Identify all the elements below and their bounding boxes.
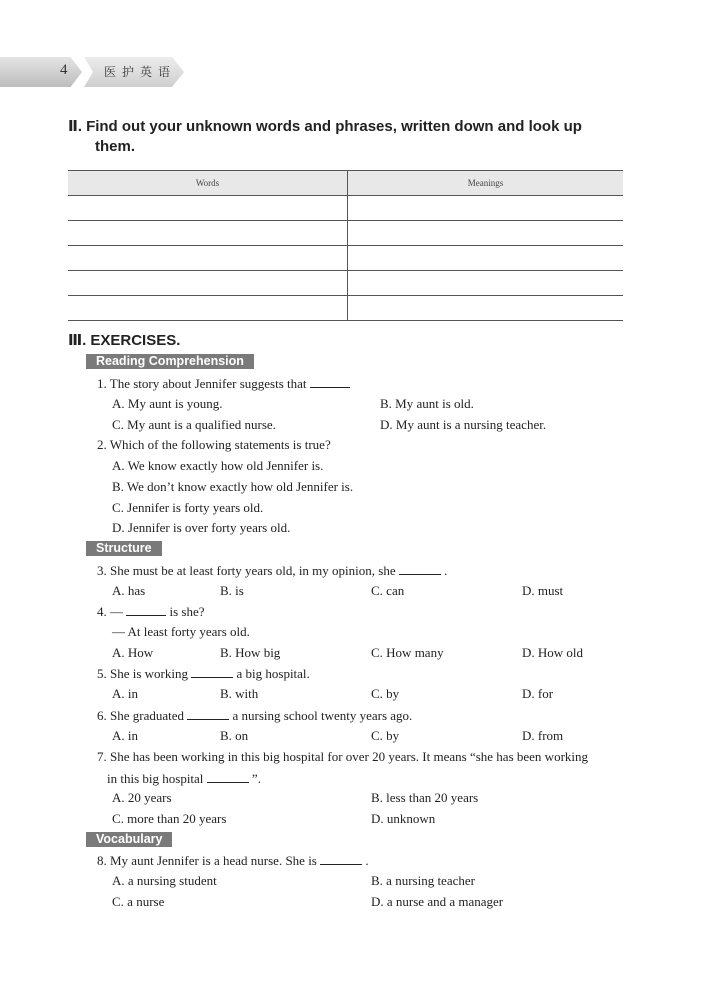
option[interactable]: A. My aunt is young. (112, 396, 223, 411)
question-1-text: 1. The story about Jennifer suggests that (97, 376, 307, 391)
meaning-cell[interactable] (348, 296, 624, 321)
section2-title (68, 117, 582, 135)
option[interactable]: D. must (522, 583, 564, 598)
question-3-end: . (444, 563, 448, 578)
word-cell[interactable] (68, 221, 348, 246)
header-tab-left (0, 57, 82, 87)
option[interactable]: A. 20 years (112, 790, 172, 805)
question-3 (97, 562, 447, 579)
table-row (68, 296, 623, 321)
answer-blank[interactable] (320, 852, 362, 865)
meanings-header: Meanings (348, 171, 624, 196)
option[interactable]: C. by (371, 686, 400, 701)
option[interactable]: D. How old (522, 645, 584, 660)
option[interactable]: C. How many (371, 645, 444, 660)
option[interactable]: C. can (371, 583, 405, 598)
words-meanings-table (68, 170, 623, 321)
option[interactable]: C. Jennifer is forty years old. (112, 500, 264, 515)
table-row (68, 246, 623, 271)
table-header-row (68, 171, 623, 196)
reading-comprehension-tag: Reading Comprehension (86, 354, 254, 369)
question-7-line2 (107, 770, 261, 787)
question-7-line2-text: in this big hospital (107, 771, 204, 786)
section3-title (68, 331, 180, 349)
question-7-end: ”. (251, 771, 261, 786)
question-8-text: 8. My aunt Jennifer is a head nurse. She is (97, 853, 317, 868)
section3-numeral: Ⅲ. (68, 332, 87, 349)
answer-blank[interactable] (187, 707, 229, 720)
section2-title-line2: them. (95, 138, 136, 155)
option[interactable]: A. We know exactly how old Jennifer is. (112, 458, 324, 473)
option[interactable]: C. My aunt is a qualified nurse. (112, 417, 276, 432)
word-cell[interactable] (68, 246, 348, 271)
question-6 (97, 707, 412, 724)
answer-blank[interactable] (207, 770, 249, 783)
option[interactable]: C. more than 20 years (112, 811, 227, 826)
meaning-cell[interactable] (348, 271, 624, 296)
question-4-reply: — At least forty years old. (112, 624, 250, 639)
answer-blank[interactable] (126, 603, 166, 616)
option[interactable]: C. by (371, 728, 400, 743)
option[interactable]: D. My aunt is a nursing teacher. (380, 417, 547, 432)
vocabulary-tag: Vocabulary (86, 832, 172, 847)
option[interactable]: B. is (220, 583, 244, 598)
section2-numeral: Ⅱ. (68, 118, 83, 135)
option[interactable]: B. How big (220, 645, 281, 660)
words-header: Words (68, 171, 348, 196)
option[interactable]: B. with (220, 686, 259, 701)
question-1 (97, 375, 350, 392)
option[interactable]: C. a nurse (112, 894, 165, 909)
book-title: 医护英语 (104, 65, 177, 79)
option[interactable]: D. unknown (371, 811, 436, 826)
table-row (68, 196, 623, 221)
page-number: 4 (60, 62, 68, 78)
answer-blank[interactable] (310, 375, 350, 388)
question-2: 2. Which of the following statements is true? (97, 437, 331, 452)
section3-title-text: EXERCISES. (90, 332, 181, 349)
question-6-end: a nursing school twenty years ago. (232, 708, 413, 723)
option[interactable]: A. a nursing student (112, 873, 217, 888)
word-cell[interactable] (68, 196, 348, 221)
word-cell[interactable] (68, 296, 348, 321)
question-8-end: . (365, 853, 369, 868)
option[interactable]: D. a nurse and a manager (371, 894, 504, 909)
word-cell[interactable] (68, 271, 348, 296)
option[interactable]: B. My aunt is old. (380, 396, 474, 411)
option[interactable]: D. from (522, 728, 564, 743)
page-header (0, 57, 184, 87)
option[interactable]: B. a nursing teacher (371, 873, 475, 888)
structure-tag: Structure (86, 541, 162, 556)
option[interactable]: D. Jennifer is over forty years old. (112, 520, 291, 535)
option[interactable]: A. has (112, 583, 146, 598)
question-6-text: 6. She graduated (97, 708, 185, 723)
question-5-end: a big hospital. (236, 666, 310, 681)
option[interactable]: B. on (220, 728, 249, 743)
section2-title-line1: Find out your unknown words and phrases, written down and look up (86, 118, 582, 135)
table-row (68, 271, 623, 296)
option[interactable]: D. for (522, 686, 554, 701)
option[interactable]: A. How (112, 645, 154, 660)
question-8 (97, 852, 369, 869)
answer-blank[interactable] (191, 665, 233, 678)
question-4 (97, 603, 205, 620)
question-3-text: 3. She must be at least forty years old, in my opinion, she (97, 563, 396, 578)
meaning-cell[interactable] (348, 221, 624, 246)
option[interactable]: B. less than 20 years (371, 790, 479, 805)
question-7: 7. She has been working in this big hospital for over 20 years. It means “she has been working (97, 749, 589, 764)
meaning-cell[interactable] (348, 246, 624, 271)
answer-blank[interactable] (399, 562, 441, 575)
question-5 (97, 665, 310, 682)
table-row (68, 221, 623, 246)
option[interactable]: A. in (112, 686, 138, 701)
question-4-text: 4. — (97, 604, 123, 619)
option[interactable]: A. in (112, 728, 138, 743)
question-5-text: 5. She is working (97, 666, 188, 681)
meaning-cell[interactable] (348, 196, 624, 221)
question-4-end: is she? (169, 604, 205, 619)
option[interactable]: B. We don’t know exactly how old Jennifer is. (112, 479, 354, 494)
